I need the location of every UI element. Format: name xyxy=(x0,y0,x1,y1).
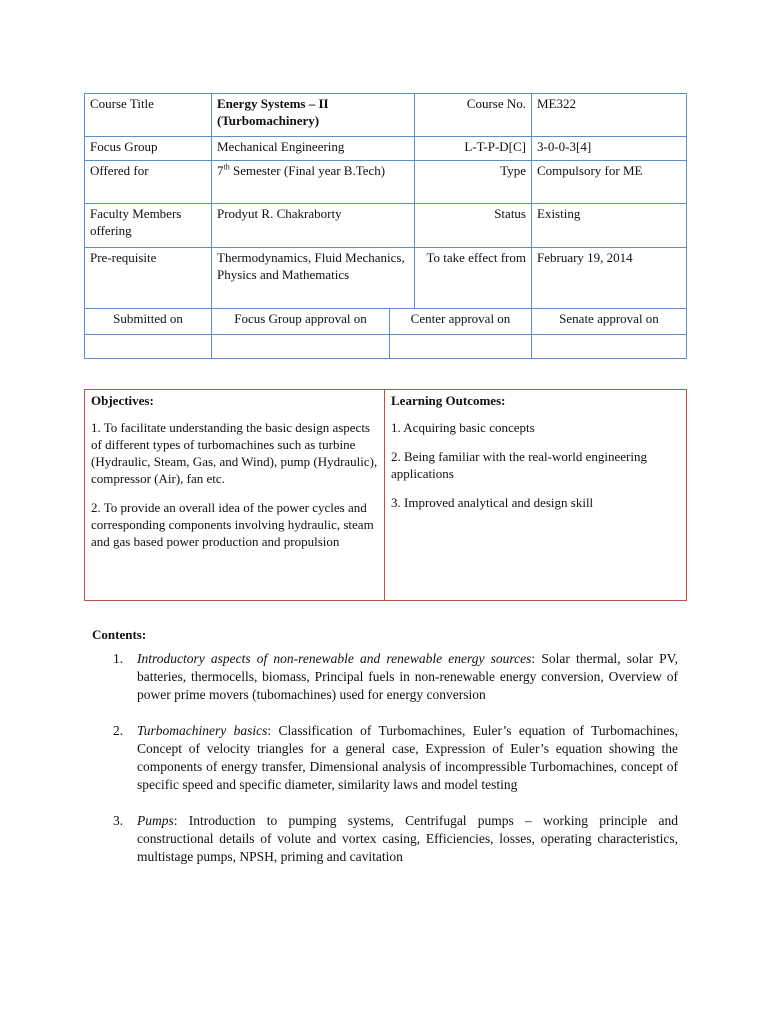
focus-group-approval-label: Focus Group approval on xyxy=(212,309,390,335)
outcome-item: 2. Being familiar with the real-world engineering applications xyxy=(391,449,647,481)
submitted-on-value xyxy=(85,335,212,359)
offered-for-label: Offered for xyxy=(85,161,212,204)
status-label: Status xyxy=(415,204,532,248)
item-title: Pumps xyxy=(137,813,174,828)
item-title: Turbomachinery basics xyxy=(137,723,268,738)
objective-item: 2. To provide an overall idea of the power cycles and corresponding components involving hydraulic, steam and gas based power production and propulsion xyxy=(91,500,374,549)
offered-for-row xyxy=(85,161,687,204)
objectives-cell xyxy=(85,390,385,601)
course-no-label: Course No. xyxy=(415,94,532,137)
outcome-item: 1. Acquiring basic concepts xyxy=(391,420,535,435)
type-label: Type xyxy=(415,161,532,204)
course-title-label: Course Title xyxy=(85,94,212,137)
senate-approval-label: Senate approval on xyxy=(532,309,687,335)
focus-group-row xyxy=(85,137,687,161)
focus-group-value: Mechanical Engineering xyxy=(212,137,415,161)
item-text: : Classification of Turbomachines, Euler’s equation of Turbomachines, Concept of velocity triangles for a general case, Expression of Euler’s equation showing the components of energy transfer, Dimensional analysis of incompressible Turbomachines, concept of specific speed and specific diameter, similarity laws and model testing xyxy=(137,723,679,792)
learning-outcomes-cell xyxy=(385,390,687,601)
item-number: 2. xyxy=(113,723,124,738)
focus-group-label: Focus Group xyxy=(85,137,212,161)
item-text: : Introduction to pumping systems, Centrifugal pumps – working principle and constructional details of volute and vortex casing, Efficiencies, losses, operating characteristics, multistage pumps, NPSH, priming and cavitation xyxy=(137,813,678,864)
contents-heading: Contents: xyxy=(92,627,147,642)
prerequisite-label: Pre-requisite xyxy=(85,248,212,309)
contents-item xyxy=(92,650,678,704)
outcome-item: 3. Improved analytical and design skill xyxy=(391,495,594,510)
status-value: Existing xyxy=(532,204,687,248)
contents-item xyxy=(92,812,678,866)
objectives-heading: Objectives: xyxy=(91,393,154,408)
prerequisite-row xyxy=(85,248,687,309)
faculty-label: Faculty Members offering xyxy=(85,204,212,248)
course-title-row xyxy=(85,94,687,137)
faculty-row xyxy=(85,204,687,248)
offered-for-value: 7th Semester (Final year B.Tech) xyxy=(212,161,415,204)
course-info-table xyxy=(84,93,687,359)
approvals-header-row xyxy=(85,309,687,335)
contents-list xyxy=(92,650,678,884)
item-text: : Solar thermal, solar PV, batteries, thermocells, biomass, Principal fuels in non-renewable energy conversion, Overview of power prime movers (tubomachines) used for energy conversion xyxy=(137,651,678,702)
approvals-values-row xyxy=(85,335,687,359)
ltpd-value: 3-0-0-3[4] xyxy=(532,137,687,161)
contents-item xyxy=(92,722,678,794)
objectives-outcomes-table xyxy=(84,389,687,601)
ltpd-label: L-T-P-D[C] xyxy=(415,137,532,161)
item-number: 3. xyxy=(113,813,124,828)
center-approval-label: Center approval on xyxy=(390,309,532,335)
course-title-value: Energy Systems – II (Turbomachinery) xyxy=(212,94,415,137)
learning-outcomes-heading: Learning Outcomes: xyxy=(391,393,506,408)
item-number: 1. xyxy=(113,651,124,666)
type-value: Compulsory for ME xyxy=(532,161,687,204)
focus-group-approval-value xyxy=(212,335,390,359)
objective-item: 1. To facilitate understanding the basic design aspects of different types of turbomachines such as turbine (Hydraulic, Steam, Gas, and Wind), pump (Hydraulic), compressor (Air), fan etc. xyxy=(91,420,378,486)
faculty-value: Prodyut R. Chakraborty xyxy=(212,204,415,248)
effect-from-label: To take effect from xyxy=(415,248,532,309)
item-title: Introductory aspects of non-renewable and renewable energy sources xyxy=(137,651,532,666)
center-approval-value xyxy=(390,335,532,359)
course-no-value: ME322 xyxy=(532,94,687,137)
senate-approval-value xyxy=(532,335,687,359)
submitted-on-label: Submitted on xyxy=(85,309,212,335)
prerequisite-value: Thermodynamics, Fluid Mechanics, Physics and Mathematics xyxy=(212,248,415,309)
effect-from-value: February 19, 2014 xyxy=(532,248,687,309)
